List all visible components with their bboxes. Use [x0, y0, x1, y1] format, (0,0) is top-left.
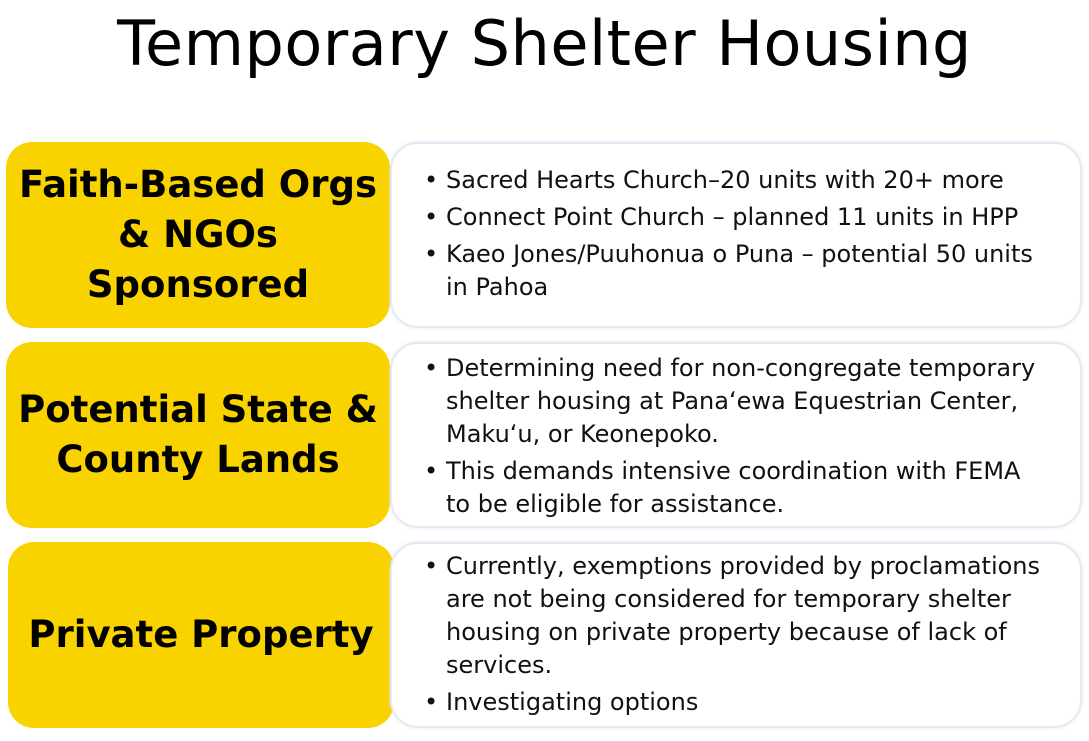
- bullet-item: [422, 352, 1042, 451]
- bullet-item: [422, 164, 1042, 197]
- bullet-list: [422, 550, 1042, 723]
- bullet-item: [422, 550, 1042, 682]
- bullet-text: Sacred Hearts Church–20 units with 20+ more: [446, 166, 1004, 194]
- section-label-faith-based: Faith-Based Orgs & NGOs Sponsored: [6, 142, 390, 328]
- bullet-icon: •: [424, 203, 439, 231]
- bullet-text: This demands intensive coordination with FEMA to be eligible for assistance.: [446, 457, 1021, 518]
- bullet-text: Determining need for non-congregate temporary shelter housing at Panaʻewa Equestrian Center, Makuʻu, or Keonepoko.: [446, 354, 1036, 448]
- bullet-text: Investigating options: [446, 688, 699, 716]
- bullet-list: [422, 352, 1042, 525]
- section-details-state-county-lands: [390, 342, 1082, 528]
- slide-title: Temporary Shelter Housing: [117, 7, 972, 80]
- bullet-text: Currently, exemptions provided by proclamations are not being considered for temporary shelter housing on private property because of lack of services.: [446, 552, 1041, 679]
- bullet-icon: •: [424, 354, 439, 382]
- bullet-list: [422, 164, 1042, 308]
- bullet-text: Connect Point Church – planned 11 units in HPP: [446, 203, 1019, 231]
- bullet-icon: •: [424, 166, 439, 194]
- section-details-faith-based: [390, 142, 1082, 328]
- section-details-private-property: [390, 542, 1082, 728]
- bullet-item: [422, 238, 1042, 304]
- bullet-icon: •: [424, 240, 439, 268]
- bullet-icon: •: [424, 688, 439, 716]
- bullet-icon: •: [424, 552, 439, 580]
- bullet-item: [422, 686, 1042, 719]
- bullet-item: [422, 455, 1042, 521]
- section-label-state-county-lands: Potential State & County Lands: [6, 342, 390, 528]
- bullet-icon: •: [424, 457, 439, 485]
- bullet-text: Kaeo Jones/Puuhonua o Puna – potential 50 units in Pahoa: [446, 240, 1033, 301]
- bullet-item: [422, 201, 1042, 234]
- section-label-private-property: Private Property: [8, 542, 394, 728]
